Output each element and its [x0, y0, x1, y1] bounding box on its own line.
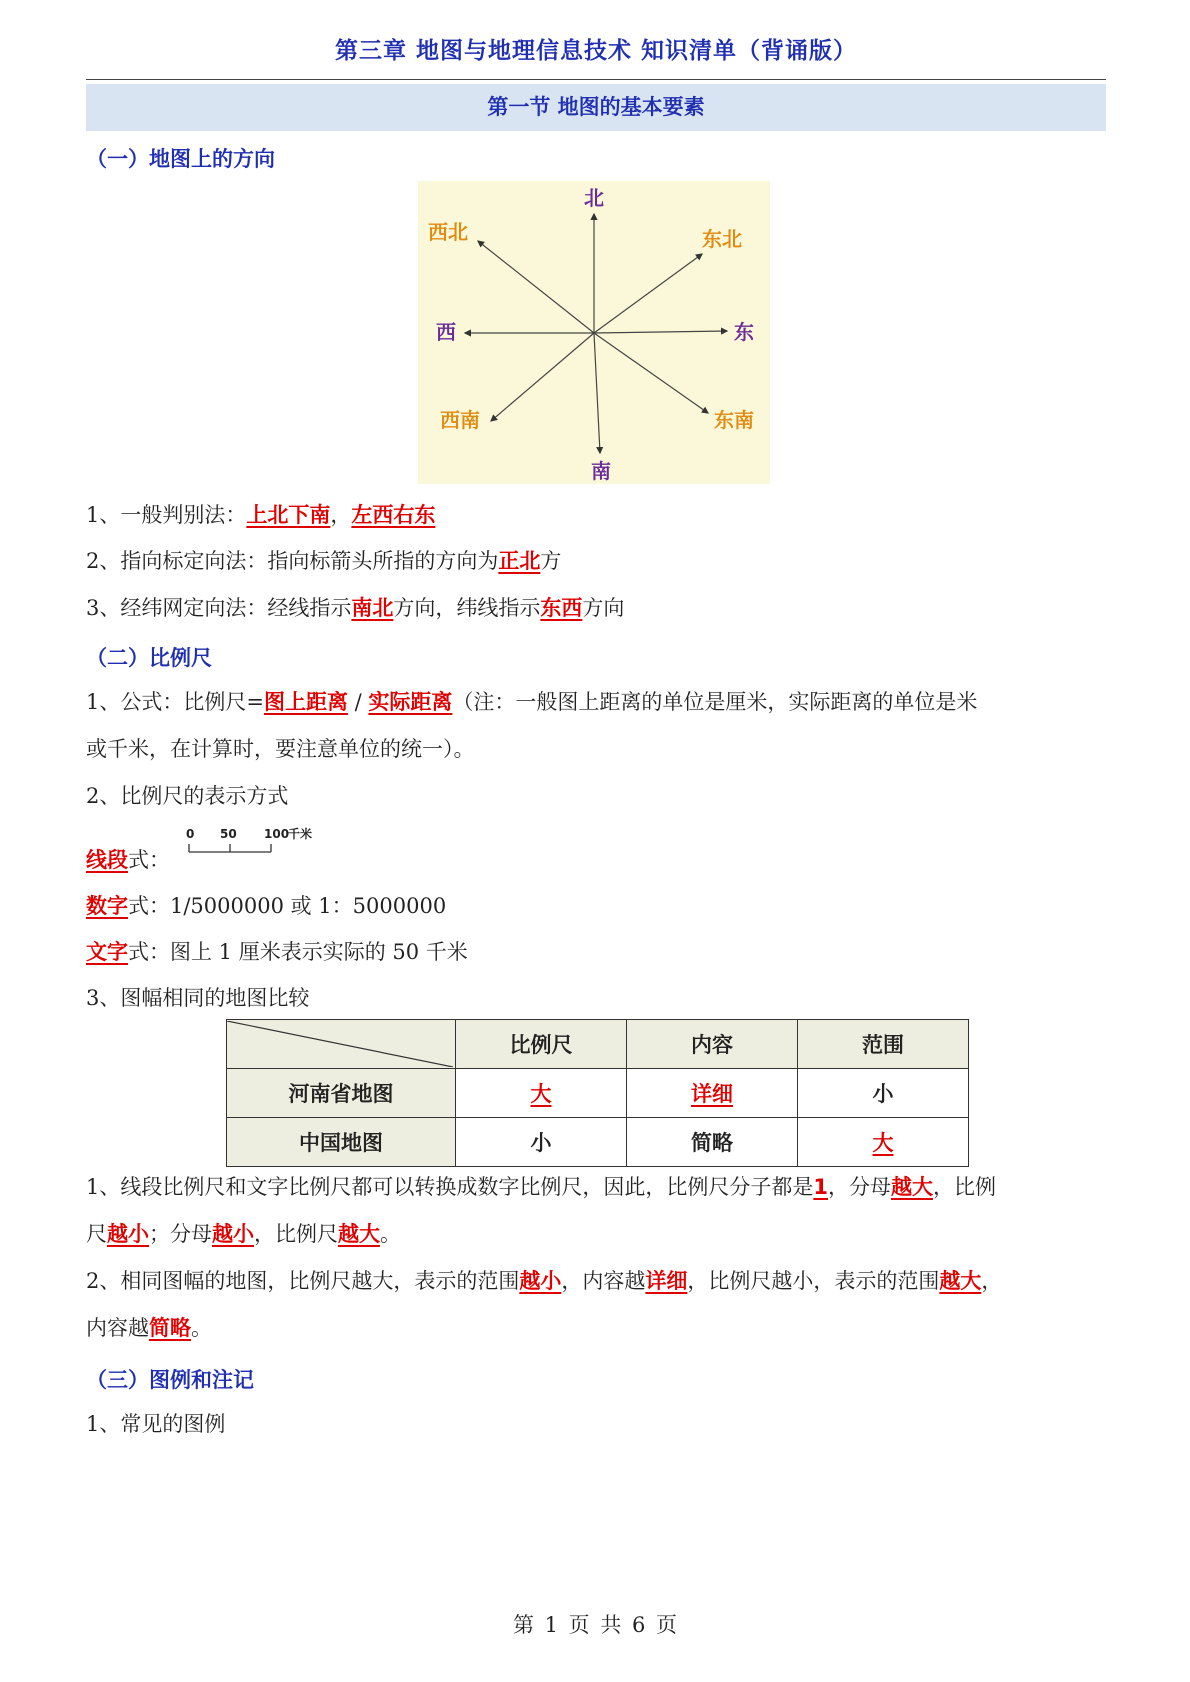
heading-scale: （二）比例尺 [86, 646, 212, 670]
keyword: 越大 [890, 1175, 933, 1199]
number-scale-item: 数字式：1/5000000 或 1：5000000 [86, 894, 447, 918]
line-scale-item: 线段式： [86, 848, 170, 872]
keyword: 越小 [107, 1222, 149, 1246]
compass-rose [418, 181, 770, 484]
table-row [227, 1118, 969, 1167]
keyword: 线段 [86, 848, 128, 872]
keyword: 越大 [338, 1222, 380, 1246]
row-header: 中国地图 [227, 1118, 456, 1167]
column-header: 比例尺 [456, 1020, 627, 1069]
scale-tick-0: 0 [186, 827, 195, 841]
keyword: 图上距离 [263, 690, 348, 714]
keyword: 南北 [351, 596, 394, 620]
keyword: 越大 [939, 1269, 982, 1293]
table-row [227, 1069, 969, 1118]
scale-rule-1: 1、线段比例尺和文字比例尺都可以转换成数字比例尺，因此，比例尺分子都是1，分母越大，比例 [86, 1175, 996, 1199]
text-scale-item: 文字式：图上 1 厘米表示实际的 50 千米 [86, 940, 468, 964]
methods-title: 2、比例尺的表示方式 [86, 784, 289, 808]
title-divider [86, 79, 1106, 80]
keyword: 越小 [212, 1222, 254, 1246]
column-header: 范围 [798, 1020, 969, 1069]
label-south: 南 [591, 459, 611, 483]
table-cell: 详细 [691, 1082, 733, 1106]
scale-rule-1-cont: 尺越小；分母越小，比例尺越大。 [86, 1222, 401, 1246]
compass-diagram [418, 181, 770, 484]
east-arrow [594, 331, 727, 333]
legend-item-1: 1、常见的图例 [86, 1412, 226, 1436]
direction-item-2: 2、指向标定向法：指向标箭头所指的方向为正北方 [86, 549, 562, 573]
direction-item-3: 3、经纬网定向法：经线指示南北方向，纬线指示东西方向 [86, 596, 625, 620]
formula-line: 1、公式：比例尺=图上距离 / 实际距离（注：一般图上距离的单位是厘米，实际距离的单位是米 [86, 690, 978, 714]
line-scale-graphic [186, 826, 326, 862]
scale-rule-2: 2、相同图幅的地图，比例尺越大，表示的范围越小，内容越详细，比例尺越小，表示的范围越大， [86, 1269, 1003, 1293]
table-cell: 大 [872, 1131, 894, 1155]
direction-item-1: 1、一般判别法：上北下南，左西右东 [86, 503, 436, 527]
compare-title: 3、图幅相同的地图比较 [86, 986, 310, 1010]
table-header-row [227, 1020, 969, 1069]
label-east: 东 [734, 320, 754, 344]
keyword: 1 [813, 1175, 828, 1199]
keyword: 东西 [540, 596, 583, 620]
scale-unit: 千米 [288, 827, 313, 841]
keyword: 左西右东 [351, 503, 436, 527]
heading-direction: （一）地图上的方向 [86, 147, 275, 171]
south-arrow [594, 333, 600, 453]
table-cell: 小 [798, 1069, 969, 1118]
scale-tick-50: 50 [220, 827, 237, 841]
northeast-arrow [594, 254, 702, 333]
page-footer: 第 1 页 共 6 页 [512, 1613, 680, 1637]
section-title: 第一节 地图的基本要素 [86, 84, 1106, 131]
heading-legend: （三）图例和注记 [86, 1368, 254, 1392]
southeast-arrow [594, 333, 708, 413]
table-cell: 大 [530, 1082, 552, 1106]
keyword: 详细 [645, 1269, 688, 1293]
label-west: 西 [436, 320, 456, 344]
formula-note-cont: 或千米，在计算时，要注意单位的统一）。 [86, 737, 475, 761]
column-header: 内容 [627, 1020, 798, 1069]
diagonal-header-cell [227, 1020, 456, 1069]
label-southwest: 西南 [440, 408, 480, 432]
comparison-table [226, 1019, 969, 1167]
label-northeast: 东北 [702, 227, 742, 251]
row-header: 河南省地图 [227, 1069, 456, 1118]
scale-tick-100: 100 [264, 827, 290, 841]
table-cell: 小 [456, 1118, 627, 1167]
keyword: 上北下南 [246, 503, 331, 527]
keyword: 实际距离 [368, 690, 453, 714]
label-southeast: 东南 [714, 408, 754, 432]
keyword: 越小 [519, 1269, 562, 1293]
label-north: 北 [584, 186, 604, 210]
label-northwest: 西北 [428, 220, 468, 244]
document-title: 第三章 地图与地理信息技术 知识清单（背诵版） [334, 38, 857, 64]
table-cell: 简略 [627, 1118, 798, 1167]
scale-rule-2-cont: 内容越简略。 [86, 1316, 212, 1340]
keyword: 正北 [498, 549, 541, 573]
keyword: 简略 [149, 1316, 191, 1340]
keyword: 文字 [86, 940, 128, 964]
keyword: 数字 [86, 894, 128, 918]
southwest-arrow [491, 333, 594, 421]
northwest-arrow [478, 241, 594, 333]
